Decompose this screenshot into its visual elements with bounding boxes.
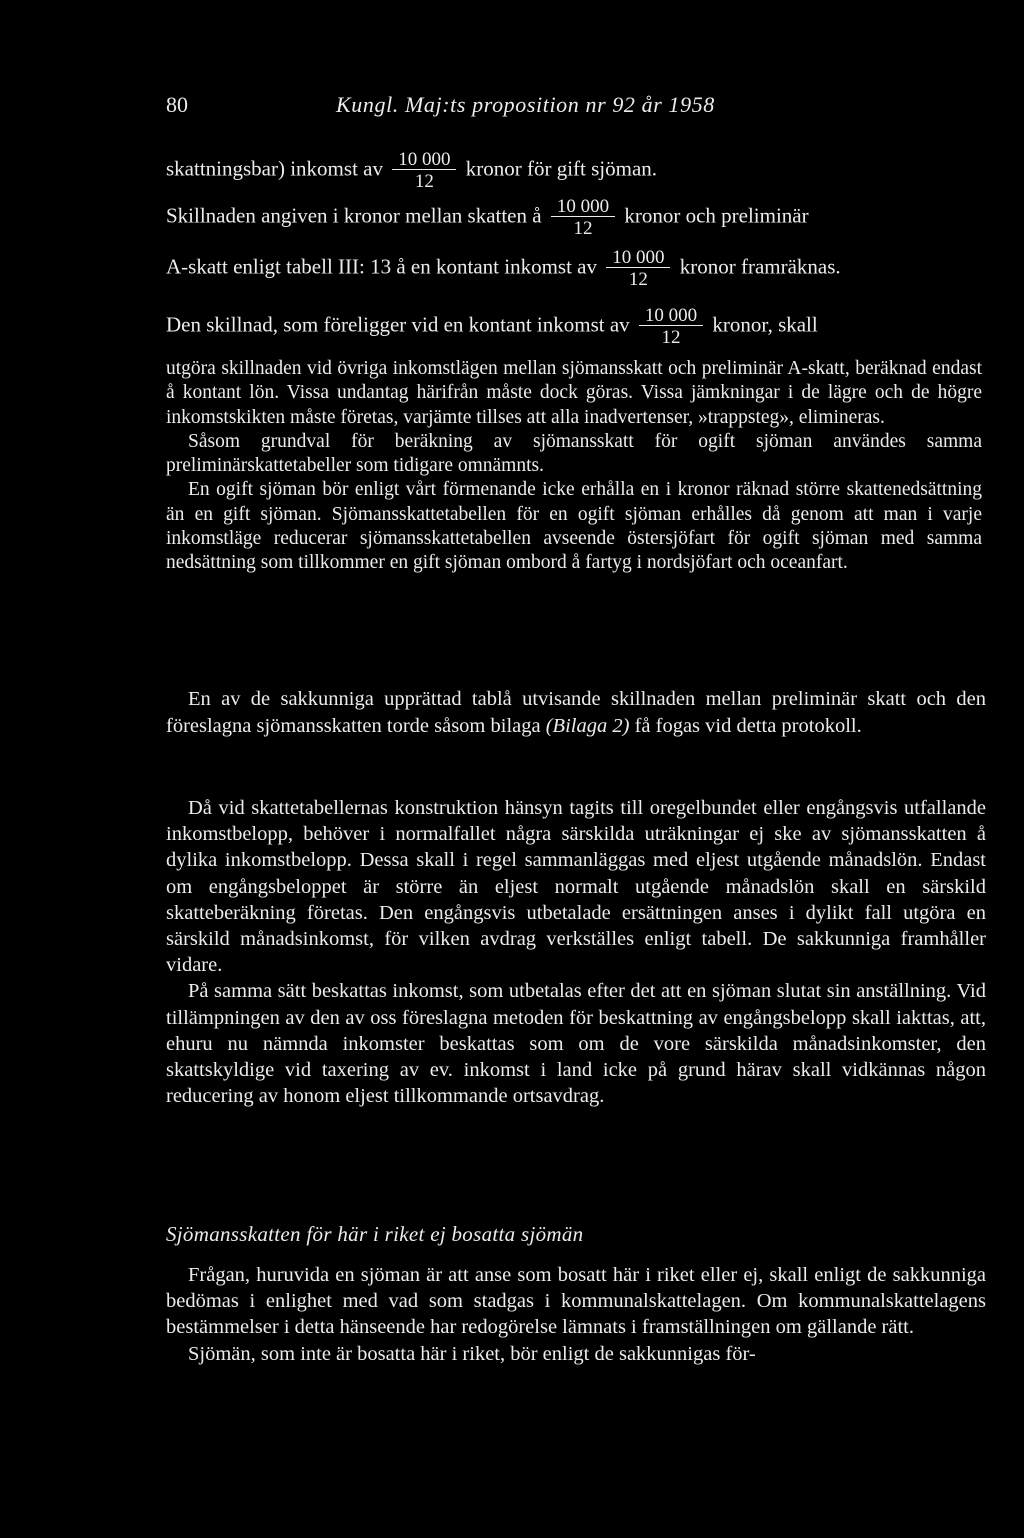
formula-line-3: A-skatt enligt tabell III: 13 å en kontant inkomst av $\frac{10 000}{12}$ kronor framräknas.: [166, 247, 841, 290]
text-block-1: [166, 357, 982, 576]
text-block-3: [166, 795, 986, 1109]
fraction: $\frac{10 000}{12}$: [639, 306, 703, 347]
paragraph: På samma sätt beskattas inkomst, som utbetalas efter det att en sjöman slutat sin anställning. Vid tillämpningen av den av oss föreslagna metoden för beskattning av engångsbelopp skall iakttas, att, ehuru nu nämnda inkomster beskattas som om de vore särskilda månadsinkomster, den skattskyldige vid taxering av ev. inkomst i land icke på grund härav skall vidkännas någon reducering av honom eljest tillkommande ortsavdrag.: [166, 980, 986, 1108]
text-block-4: [166, 1262, 986, 1367]
fraction: $\frac{10 000}{12}$: [392, 150, 456, 191]
page-number: 80: [166, 92, 188, 117]
paragraph: Sjömän, som inte är bosatta här i riket, bör enligt de sakkunnigas för-: [188, 1342, 756, 1365]
paragraph: En ogift sjöman bör enligt vårt förmenande icke erhålla en i kronor räknad större skattenedsättning än en gift sjöman. Sjömansskattetabellen för en ogift sjöman erhålles då genom att man i varje inkomstläge reducerar sjömansskattetabellen avseende östersjöfart för ogift sjöman med samma nedsättning som tillkommer en gift sjöman ombord å fartyg i nordsjöfart och oceanfart.: [166, 479, 982, 574]
fraction: $\frac{10 000}{12}$: [606, 248, 670, 289]
paragraph: Frågan, huruvida en sjöman är att anse som bosatt här i riket eller ej, skall enligt de sakkunniga bedömas i enlighet med vad som stadgas i kommunalskattelagen. Om kommunalskattelagens bestämmelser i detta hänseende har redogörelse lämnats i framställningen om gällande rätt.: [166, 1264, 986, 1339]
paragraph: utgöra skillnaden vid övriga inkomstlägen mellan sjömansskatt och preliminär A-skatt, beräknad endast å kontant lön. Vissa undantag härifrån måste dock göras. Vissa jämkningar i de lägre och de högre inkomstskikten måste företas, varjämte tillses att alla inadvertenser, »trappsteg», elimineras.: [166, 358, 982, 428]
appendix-reference: (Bilaga 2): [545, 715, 630, 738]
paragraph: Då vid skattetabellernas konstruktion hänsyn tagits till oregelbundet eller engångsvis utfallande inkomstbelopp, behöver i normalfallet några särskilda uträkningar ej ske av sjömansskatten å dylika inkomstbelopp. Dessa skall i regel sammanläggas med eljest utgående månadslön. Endast om engångsbeloppet är större än eljest normalt utgående månadslön skall en särskild skatteberäkning företas. Den engångsvis utbetalade ersättningen anses i dylikt fall utgöra en särskild månadsinkomst, för vilken avdrag verkställes enligt tabell. De sakkunniga framhåller vidare.: [166, 797, 986, 977]
paragraph: Såsom grundval för beräkning av sjömansskatt för ogift sjöman användes samma preliminärskattetabeller som tidigare omnämnts.: [166, 430, 982, 477]
formula-line-2: Skillnaden angiven i kronor mellan skatten å $\frac{10 000}{12}$ kronor och preliminär: [166, 196, 809, 239]
formula-line-1: skattningsbar) inkomst av $\frac{10 000}{12}$ kronor för gift sjöman.: [166, 149, 658, 192]
section-heading: Sjömansskatten för här i riket ej bosatta sjömän: [166, 1222, 584, 1246]
formula-line-4: Den skillnad, som föreligger vid en kontant inkomst av $\frac{10 000}{12}$ kronor, skall: [166, 305, 818, 348]
running-title: Kungl. Maj:ts proposition nr 92 år 1958: [336, 92, 715, 117]
fraction: $\frac{10 000}{12}$: [551, 197, 615, 238]
text-block-2: En av de sakkunniga upprättad tablå utvisande skillnaden mellan preliminär skatt och den föreslagna sjömansskatten torde såsom bilaga (Bilaga 2) få fogas vid detta protokoll.: [166, 688, 986, 738]
